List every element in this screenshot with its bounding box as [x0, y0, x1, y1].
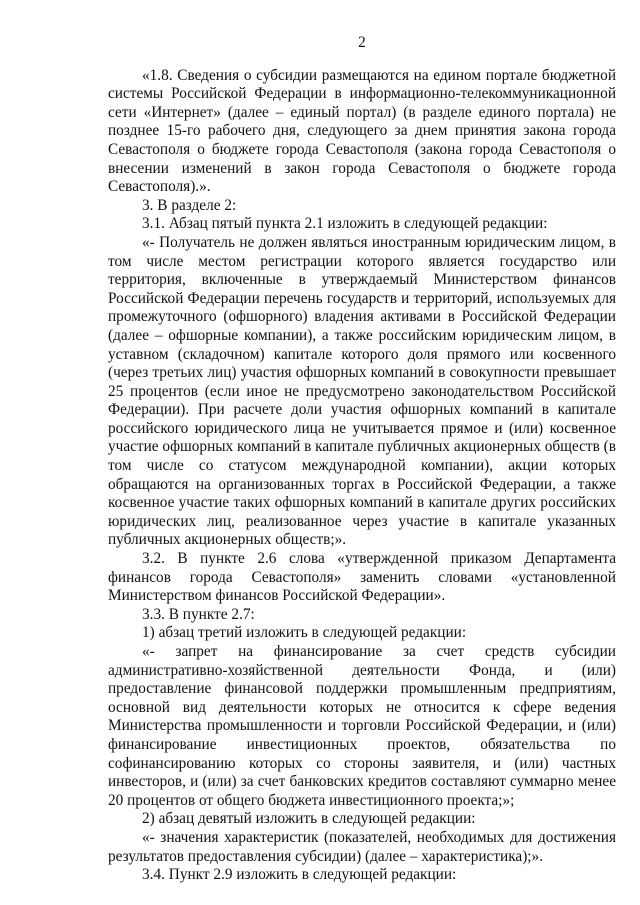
paragraph-3-2: 3.2. В пункте 2.6 слова «утвержденной приказом Департамента финансов города Севастополя» заменить словами «установленной Министерством финансов Российской Федерации». [108, 550, 616, 605]
paragraph-financing-ban: «- запрет на финансирование за счет средств субсидии административно-хозяйственной деятельности Фонда, и (или) предоставление финансовой поддержки промышленным предприятиям, основной вид деятельности которых не относится к сфере ведения Министерства промышленности и торговли Российской Федерации, и (или) финансирование инвестиционных проектов, обязательства по софинансированию которых со стороны заявителя, и (или) частных инвесторов, и (или) за счет банковских кредитов составляют суммарно менее 20 процентов от общего бюджета инвестиционного проекта;»; [108, 643, 616, 809]
paragraph-recipient-requirement: «- Получатель не должен являться иностранным юридическим лицом, в том числе местом регистрации которого является государство или территория, включенные в утверждаемый Министерством финансов Российской Федерации перечень государств и территорий, используемых для промежуточного (офшорного) владения активами в Российской Федерации (далее – офшорные компании), а также российским юридическим лицом, в уставном (складочном) капитале которого доля прямого или косвенного (через третьих лиц) участия офшорных компаний в совокупности превышает 25 процентов (если иное не предусмотрено законодательством Российской Федерации). При расчете доли участия офшорных компаний в капитале российского юридического лица не учитывается прямое и (или) косвенное участие офшорных компаний в капитале публичных акционерных обществ (в том числе со статусом международной компании), акции которых обращаются на организованных торгах в Российской Федерации, а также косвенное участие таких офшорных компаний в капитале других российских юридических лиц, реализованное через участие в капитале указанных публичных акционерных обществ;». [108, 233, 616, 549]
document-page [108, 34, 616, 885]
paragraph-item-1: 1) абзац третий изложить в следующей редакции: [142, 624, 467, 642]
paragraph-item-2: 2) абзац девятый изложить в следующей редакции: [142, 810, 476, 828]
paragraph-characteristics: «- значения характеристик (показателей, необходимых для достижения результатов предоставления субсидии) (далее – характеристика);». [108, 828, 616, 865]
paragraph-3-3: 3.3. В пункте 2.7: [142, 605, 255, 623]
paragraph-section-2-heading: 3. В разделе 2: [142, 196, 237, 214]
paragraph-3-4: 3.4. Пункт 2.9 изложить в следующей редакции: [142, 866, 457, 884]
paragraph-3-1: 3.1. Абзац пятый пункта 2.1 изложить в следующей редакции: [142, 215, 548, 233]
paragraph-1-8-subsidy-info: «1.8. Сведения о субсидии размещаются на едином портале бюджетной системы Российской Федерации в информационно-телекоммуникационной сети «Интернет» (далее – единый портал) (в разделе единого портала) не позднее 15-го рабочего дня, следующего за днем принятия закона города Севастополя о бюджете города Севастополя (закона города Севастополя о внесении изменений в закон города Севастополя о бюджете города Севастополя).». [108, 66, 616, 196]
page-number: 2 [358, 34, 366, 51]
